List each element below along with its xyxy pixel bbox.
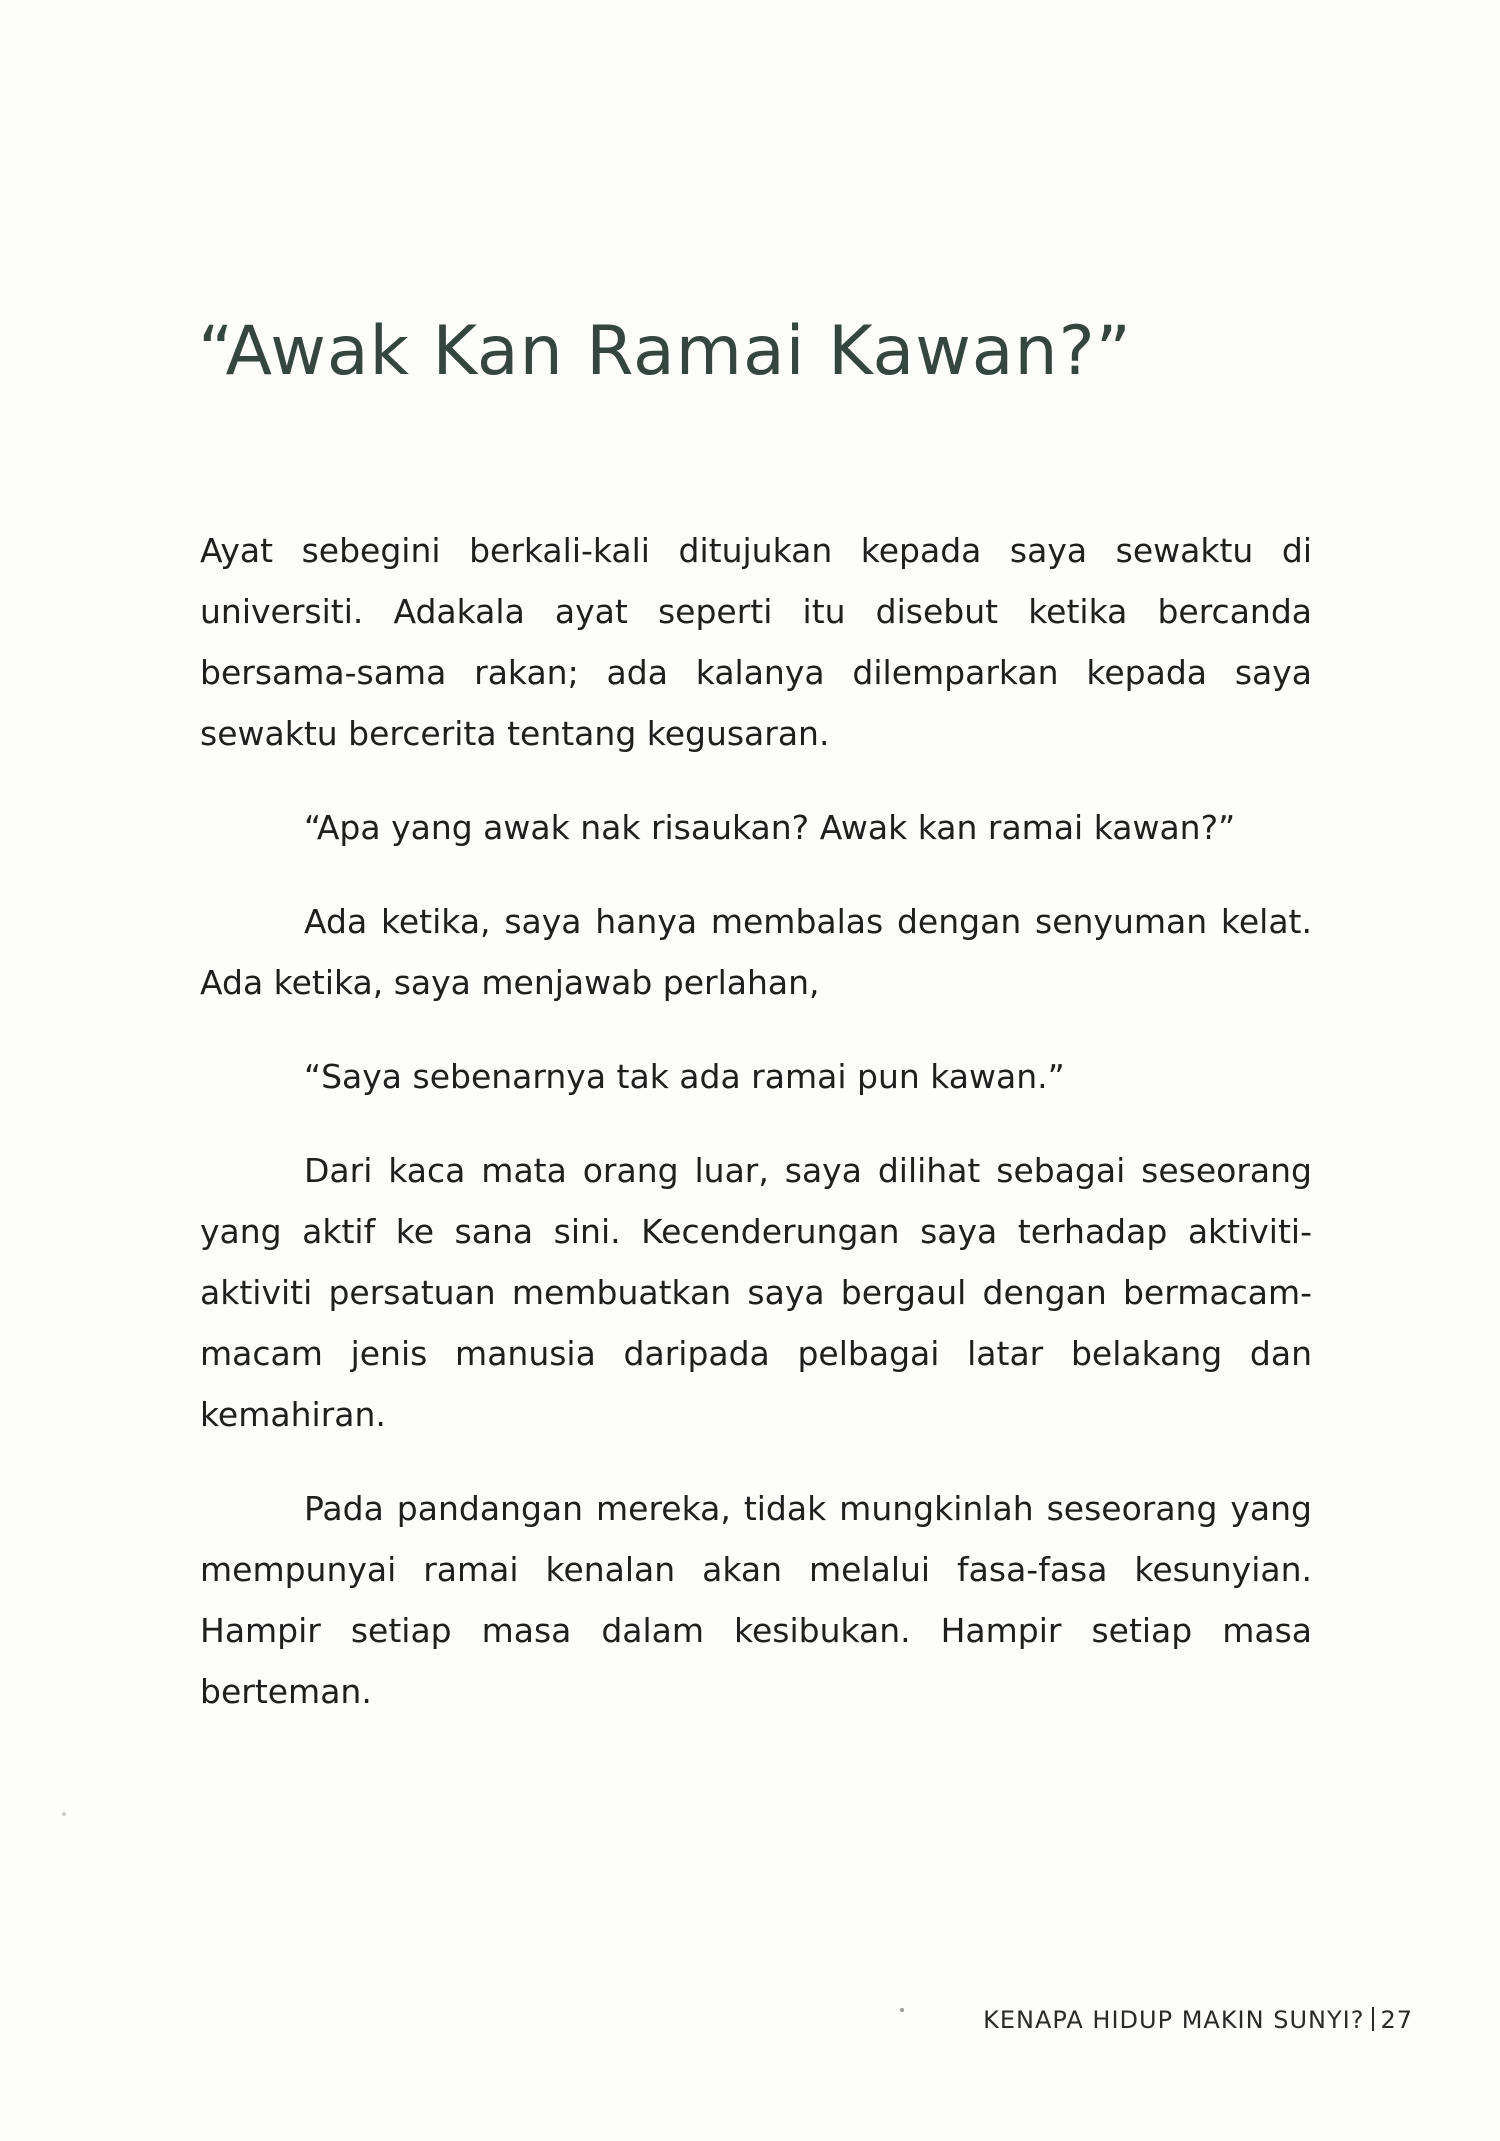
page-footer bbox=[983, 2006, 1413, 2034]
paragraph: Dari kaca mata orang luar, saya dilihat sebagai seseorang yang aktif ke sana sini. Kecenderungan saya terhadap aktiviti-aktiviti persatuan membuatkan saya bergaul dengan bermacam-macam jenis manusia daripada pelbagai latar belakang dan kemahiran. bbox=[200, 1151, 1312, 1434]
paragraph: Pada pandangan mereka, tidak mungkinlah seseorang yang mempunyai ramai kenalan akan melalui fasa-fasa kesunyian. Hampir setiap masa dalam kesibukan. Hampir setiap masa berteman. bbox=[200, 1489, 1312, 1711]
body-text bbox=[200, 520, 1312, 1755]
footer-separator bbox=[1372, 2007, 1374, 2031]
chapter-title: “Awak Kan Ramai Kawan?” bbox=[198, 312, 1132, 391]
scan-speck bbox=[62, 1812, 66, 1816]
page-number: 27 bbox=[1380, 2006, 1413, 2034]
paragraph: Ayat sebegini berkali-kali ditujukan kepada saya sewaktu di universiti. Adakala ayat seperti itu disebut ketika bercanda bersama-sama rakan; ada kalanya dilemparkan kepada saya sewaktu bercerita tentang kegusaran. bbox=[200, 531, 1312, 753]
running-title: KENAPA HIDUP MAKIN SUNYI? bbox=[983, 2006, 1365, 2034]
scan-speck bbox=[900, 2008, 904, 2012]
quote-paragraph: “Saya sebenarnya tak ada ramai pun kawan.” bbox=[304, 1057, 1065, 1096]
quote-paragraph: “Apa yang awak nak risaukan? Awak kan ramai kawan?” bbox=[304, 808, 1236, 847]
paragraph: Ada ketika, saya hanya membalas dengan senyuman kelat. Ada ketika, saya menjawab perlahan, bbox=[200, 902, 1312, 1002]
